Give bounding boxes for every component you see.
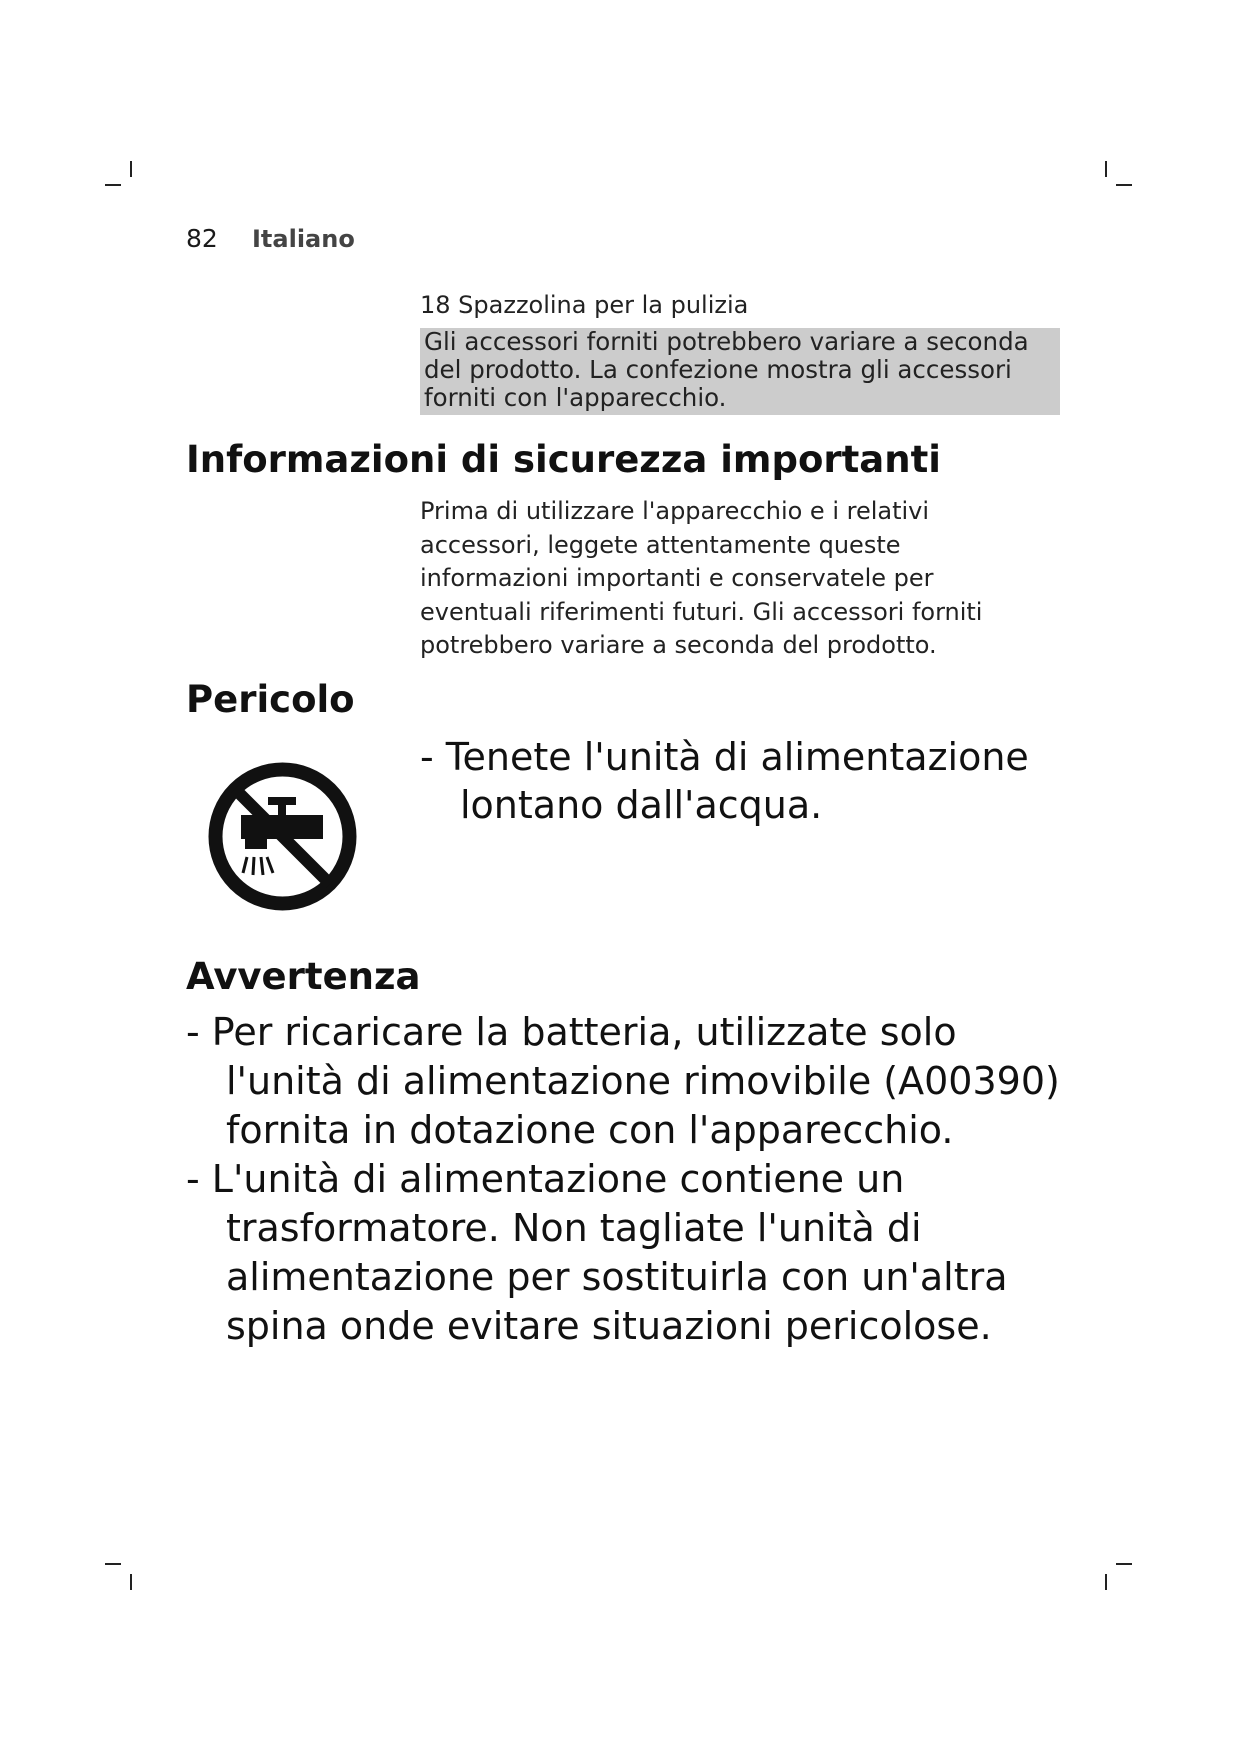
warning-item: - L'unità di alimentazione contiene un trasformatore. Non tagliate l'unità di alimentazione per sostituirla con un'altra spina onde evitare situazioni pericolose. bbox=[186, 1157, 1008, 1348]
danger-item: - Tenete l'unità di alimentazione lontano dall'acqua. bbox=[420, 735, 1029, 827]
component-item-18: 18 Spazzolina per la pulizia bbox=[420, 291, 749, 319]
safety-intro: Prima di utilizzare l'apparecchio e i relativi accessori, leggete attentamente queste informazioni importanti e conservatele per eventuali riferimenti futuri. Gli accessori forniti potrebbero variare a seconda del prodotto. bbox=[420, 497, 983, 659]
accessories-note: Gli accessori forniti potrebbero variare a seconda del prodotto. La confezione mostra gli accessori forniti con l'apparecchio. bbox=[420, 328, 1060, 415]
warning-list bbox=[186, 1008, 1086, 1351]
warning-heading: Avvertenza bbox=[186, 955, 421, 998]
crop-mark bbox=[1105, 1574, 1107, 1590]
safety-heading: Informazioni di sicurezza importanti bbox=[186, 438, 941, 481]
crop-mark bbox=[105, 184, 121, 186]
crop-mark bbox=[1116, 1563, 1132, 1565]
danger-heading: Pericolo bbox=[186, 678, 355, 721]
crop-mark bbox=[1116, 184, 1132, 186]
crop-mark bbox=[130, 161, 132, 177]
page-number: 82 bbox=[186, 224, 218, 253]
no-water-tap-icon bbox=[205, 759, 360, 914]
warning-item: - Per ricaricare la batteria, utilizzate solo l'unità di alimentazione rimovibile (A00390) fornita in dotazione con l'apparecchio. bbox=[186, 1010, 1060, 1152]
page-language: Italiano bbox=[252, 225, 355, 253]
crop-mark bbox=[105, 1563, 121, 1565]
crop-mark bbox=[1105, 161, 1107, 177]
crop-mark bbox=[130, 1574, 132, 1590]
